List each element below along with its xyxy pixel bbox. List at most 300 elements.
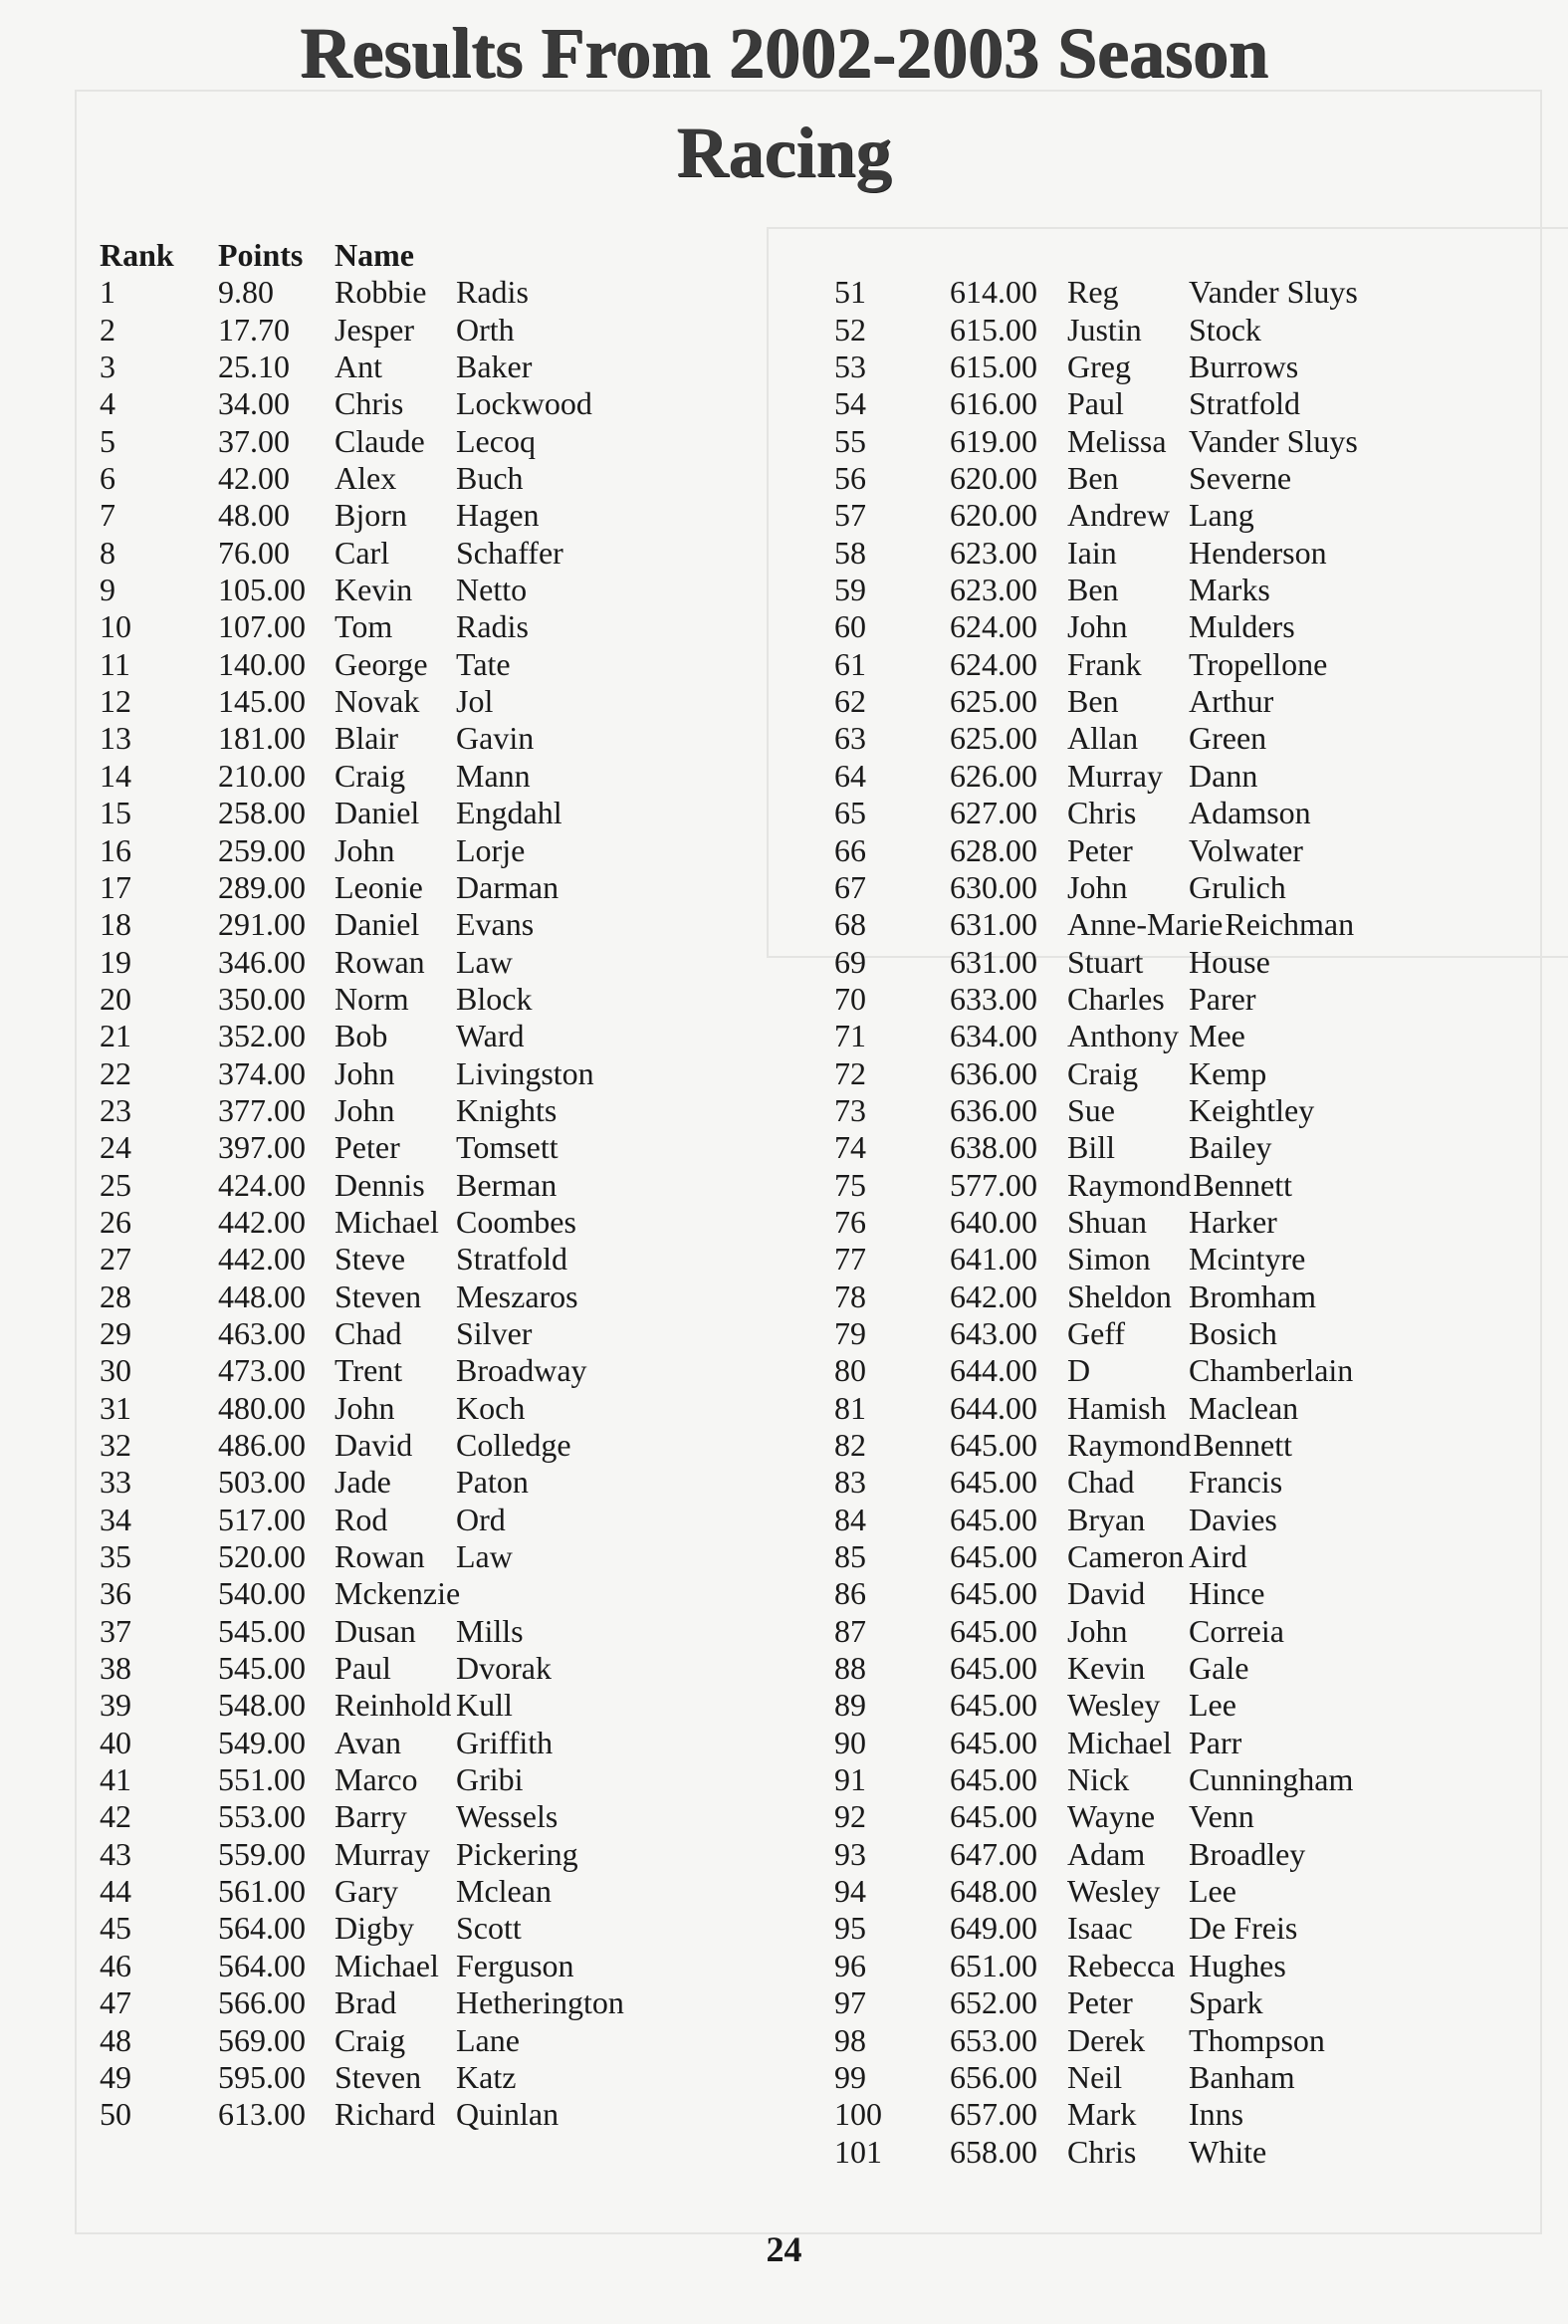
first-name-cell: Stuart bbox=[1067, 943, 1144, 980]
first-name-cell: George bbox=[335, 645, 428, 682]
first-name-cell: Gary bbox=[335, 1873, 398, 1910]
result-row bbox=[834, 758, 1358, 795]
first-name-cell: Geff bbox=[1067, 1314, 1126, 1351]
result-row bbox=[100, 1390, 624, 1427]
result-row bbox=[100, 1538, 624, 1575]
result-row bbox=[100, 1910, 624, 1947]
rank-cell: 21 bbox=[100, 1018, 131, 1054]
rank-cell: 68 bbox=[834, 906, 866, 943]
rank-cell: 23 bbox=[100, 1091, 131, 1128]
points-cell: 645.00 bbox=[950, 1464, 1037, 1501]
rank-cell: 3 bbox=[100, 349, 115, 385]
rank-cell: 96 bbox=[834, 1947, 866, 1983]
points-cell: 643.00 bbox=[950, 1314, 1037, 1351]
first-name-cell: Dennis bbox=[335, 1166, 425, 1203]
points-cell: 634.00 bbox=[950, 1018, 1037, 1054]
rank-cell: 29 bbox=[100, 1314, 131, 1351]
last-name-cell: Spark bbox=[1189, 1984, 1263, 2021]
rank-cell: 9 bbox=[100, 572, 115, 608]
result-row bbox=[100, 869, 624, 906]
rank-cell: 79 bbox=[834, 1314, 866, 1351]
last-name-cell: Ward bbox=[456, 1018, 525, 1054]
first-name-cell: Digby bbox=[335, 1910, 414, 1947]
points-cell: 291.00 bbox=[218, 906, 306, 943]
first-name-cell: John bbox=[335, 1389, 395, 1426]
result-row bbox=[834, 1167, 1358, 1204]
points-cell: 623.00 bbox=[950, 534, 1037, 571]
last-name-cell: Gale bbox=[1189, 1650, 1249, 1687]
points-cell: 377.00 bbox=[218, 1091, 306, 1128]
first-name-cell: Justin bbox=[1067, 311, 1142, 348]
rank-cell: 19 bbox=[100, 943, 131, 980]
rank-cell: 26 bbox=[100, 1203, 131, 1240]
last-name-cell: Parr bbox=[1189, 1724, 1242, 1760]
points-cell: 145.00 bbox=[218, 683, 306, 720]
points-cell: 569.00 bbox=[218, 2021, 306, 2058]
first-name-cell: Leonie bbox=[335, 868, 423, 905]
rank-cell: 59 bbox=[834, 572, 866, 608]
rank-cell: 10 bbox=[100, 608, 131, 645]
result-row bbox=[100, 1984, 624, 2021]
last-name-cell: Tropellone bbox=[1189, 645, 1328, 682]
rank-cell: 82 bbox=[834, 1427, 866, 1463]
points-cell: 350.00 bbox=[218, 980, 306, 1017]
last-name-cell: Koch bbox=[456, 1389, 526, 1426]
first-name-cell: Claude bbox=[335, 422, 425, 459]
rank-cell: 92 bbox=[834, 1798, 866, 1835]
first-name-cell: Jade bbox=[335, 1464, 391, 1501]
result-row bbox=[834, 312, 1358, 349]
first-name-cell: Hamish bbox=[1067, 1389, 1167, 1426]
last-name-cell: Aird bbox=[1189, 1538, 1247, 1575]
first-name-cell: Anthony bbox=[1067, 1018, 1179, 1054]
first-name-cell: Steven bbox=[335, 2058, 422, 2095]
last-name-cell: Stratfold bbox=[1189, 385, 1300, 422]
rank-cell: 72 bbox=[834, 1054, 866, 1091]
result-row bbox=[834, 535, 1358, 572]
last-name-cell: Radis bbox=[456, 274, 529, 311]
last-name-cell: Law bbox=[456, 1538, 513, 1575]
rank-cell: 7 bbox=[100, 497, 115, 534]
last-name-cell: Hince bbox=[1189, 1575, 1265, 1612]
first-name-cell: John bbox=[335, 1091, 395, 1128]
last-name-cell: Bailey bbox=[1189, 1129, 1272, 1166]
first-name-cell: Rod bbox=[335, 1501, 388, 1537]
rank-cell: 95 bbox=[834, 1910, 866, 1947]
last-name-cell: Berman bbox=[456, 1166, 558, 1203]
points-cell: 630.00 bbox=[950, 868, 1037, 905]
last-name-cell: Lecoq bbox=[456, 422, 536, 459]
first-name-cell: Barry bbox=[335, 1798, 407, 1835]
points-cell: 624.00 bbox=[950, 608, 1037, 645]
points-cell: 647.00 bbox=[950, 1835, 1037, 1872]
rank-cell: 33 bbox=[100, 1464, 131, 1501]
first-name-cell: Frank bbox=[1067, 645, 1142, 682]
last-name-cell: Grulich bbox=[1189, 868, 1286, 905]
rank-cell: 94 bbox=[834, 1873, 866, 1910]
last-name-cell: Adamson bbox=[1189, 795, 1311, 831]
rank-cell: 89 bbox=[834, 1687, 866, 1724]
points-cell: 34.00 bbox=[218, 385, 290, 422]
first-name-cell: Ben bbox=[1067, 683, 1119, 720]
rank-cell: 61 bbox=[834, 645, 866, 682]
result-row bbox=[100, 646, 624, 683]
rank-cell: 73 bbox=[834, 1091, 866, 1128]
rank-cell: 28 bbox=[100, 1278, 131, 1314]
points-cell: 258.00 bbox=[218, 795, 306, 831]
points-cell: 463.00 bbox=[218, 1314, 306, 1351]
points-cell: 517.00 bbox=[218, 1501, 306, 1537]
points-cell: 520.00 bbox=[218, 1538, 306, 1575]
result-row bbox=[100, 1241, 624, 1278]
result-row bbox=[100, 1055, 624, 1092]
result-row bbox=[100, 2059, 624, 2096]
points-cell: 658.00 bbox=[950, 2133, 1037, 2170]
rank-cell: 16 bbox=[100, 831, 131, 868]
result-row bbox=[834, 423, 1358, 460]
result-row bbox=[834, 2096, 1358, 2133]
first-name-cell: Craig bbox=[335, 757, 406, 794]
first-name-cell: Steve bbox=[335, 1241, 406, 1278]
first-name-cell: Craig bbox=[335, 2021, 406, 2058]
result-row bbox=[834, 1464, 1358, 1501]
first-name-cell: Sheldon bbox=[1067, 1278, 1172, 1314]
rank-cell: 62 bbox=[834, 683, 866, 720]
last-name-cell: Katz bbox=[456, 2058, 517, 2095]
points-cell: 551.00 bbox=[218, 1761, 306, 1798]
last-name-cell: Harker bbox=[1189, 1203, 1277, 1240]
last-name-cell: Francis bbox=[1189, 1464, 1283, 1501]
result-row bbox=[100, 1761, 624, 1798]
result-row bbox=[100, 981, 624, 1018]
points-cell: 620.00 bbox=[950, 497, 1037, 534]
rank-cell: 87 bbox=[834, 1612, 866, 1649]
last-name-cell: Hagen bbox=[456, 497, 540, 534]
result-row bbox=[834, 981, 1358, 1018]
result-row bbox=[100, 1018, 624, 1054]
last-name-cell: Bennett bbox=[1193, 1166, 1292, 1203]
first-name-cell: Rowan bbox=[335, 1538, 425, 1575]
points-cell: 615.00 bbox=[950, 349, 1037, 385]
first-name-cell: Tom bbox=[335, 608, 393, 645]
points-cell: 561.00 bbox=[218, 1873, 306, 1910]
first-name-cell: Charles bbox=[1067, 980, 1165, 1017]
result-row bbox=[834, 1613, 1358, 1650]
rank-cell: 11 bbox=[100, 645, 130, 682]
points-cell: 651.00 bbox=[950, 1947, 1037, 1983]
points-cell: 540.00 bbox=[218, 1575, 306, 1612]
result-row bbox=[834, 869, 1358, 906]
rank-cell: 78 bbox=[834, 1278, 866, 1314]
result-row bbox=[100, 1427, 624, 1464]
rank-cell: 101 bbox=[834, 2133, 882, 2170]
last-name-cell: House bbox=[1189, 943, 1270, 980]
first-name-cell: Nick bbox=[1067, 1761, 1130, 1798]
rank-cell: 55 bbox=[834, 422, 866, 459]
points-cell: 553.00 bbox=[218, 1798, 306, 1835]
last-name-cell: Lorje bbox=[456, 831, 526, 868]
rank-cell: 37 bbox=[100, 1612, 131, 1649]
points-cell: 48.00 bbox=[218, 497, 290, 534]
last-name-cell: Griffith bbox=[456, 1724, 554, 1760]
last-name-cell: Kemp bbox=[1189, 1054, 1267, 1091]
first-name-cell: David bbox=[1067, 1575, 1146, 1612]
points-cell: 645.00 bbox=[950, 1798, 1037, 1835]
rank-cell: 30 bbox=[100, 1352, 131, 1389]
result-row bbox=[834, 274, 1358, 311]
first-name-cell: Bryan bbox=[1067, 1501, 1146, 1537]
last-name-cell: Venn bbox=[1189, 1798, 1254, 1835]
rank-cell: 58 bbox=[834, 534, 866, 571]
first-name-cell: Brad bbox=[335, 1984, 397, 2021]
last-name-cell: Mclean bbox=[456, 1873, 552, 1910]
points-cell: 448.00 bbox=[218, 1278, 306, 1314]
first-name-cell: Neil bbox=[1067, 2058, 1123, 2095]
result-row bbox=[834, 1910, 1358, 1947]
first-name-cell: Daniel bbox=[335, 906, 420, 943]
last-name-cell: Correia bbox=[1189, 1612, 1284, 1649]
last-name-cell: Davies bbox=[1189, 1501, 1277, 1537]
rank-cell: 60 bbox=[834, 608, 866, 645]
rank-cell: 90 bbox=[834, 1724, 866, 1760]
points-cell: 76.00 bbox=[218, 534, 290, 571]
last-name-cell: Coombes bbox=[456, 1203, 576, 1240]
rank-cell: 32 bbox=[100, 1427, 131, 1463]
rank-cell: 76 bbox=[834, 1203, 866, 1240]
last-name-cell: Hetherington bbox=[456, 1984, 624, 2021]
result-row bbox=[834, 1092, 1358, 1129]
last-name-cell: Lane bbox=[456, 2021, 520, 2058]
result-row bbox=[834, 1538, 1358, 1575]
result-row bbox=[100, 683, 624, 720]
first-name-cell: Sue bbox=[1067, 1091, 1115, 1128]
points-cell: 627.00 bbox=[950, 795, 1037, 831]
first-name-cell: Ben bbox=[1067, 572, 1119, 608]
points-cell: 346.00 bbox=[218, 943, 306, 980]
points-cell: 442.00 bbox=[218, 1203, 306, 1240]
rank-cell: 86 bbox=[834, 1575, 866, 1612]
last-name-cell: Mulders bbox=[1189, 608, 1295, 645]
rank-cell: 41 bbox=[100, 1761, 131, 1798]
result-row bbox=[100, 572, 624, 608]
last-name-cell: Tomsett bbox=[456, 1129, 559, 1166]
last-name-cell: Evans bbox=[456, 906, 535, 943]
result-row bbox=[100, 1687, 624, 1724]
rank-cell: 80 bbox=[834, 1352, 866, 1389]
last-name-cell: Vander Sluys bbox=[1189, 274, 1358, 311]
rank-cell: 4 bbox=[100, 385, 115, 422]
points-cell: 619.00 bbox=[950, 422, 1037, 459]
result-row bbox=[100, 944, 624, 981]
points-cell: 645.00 bbox=[950, 1724, 1037, 1760]
first-name-cell: Chris bbox=[1067, 2133, 1137, 2170]
result-row bbox=[834, 795, 1358, 831]
points-cell: 210.00 bbox=[218, 757, 306, 794]
points-cell: 624.00 bbox=[950, 645, 1037, 682]
points-cell: 615.00 bbox=[950, 311, 1037, 348]
result-row bbox=[100, 758, 624, 795]
last-name-cell: Bosich bbox=[1189, 1314, 1277, 1351]
points-cell: 628.00 bbox=[950, 831, 1037, 868]
points-cell: 623.00 bbox=[950, 572, 1037, 608]
first-name-cell: Kevin bbox=[1067, 1650, 1146, 1687]
points-cell: 656.00 bbox=[950, 2058, 1037, 2095]
rank-cell: 8 bbox=[100, 534, 115, 571]
points-cell: 636.00 bbox=[950, 1091, 1037, 1128]
last-name-cell: Banham bbox=[1189, 2058, 1295, 2095]
rank-cell: 93 bbox=[834, 1835, 866, 1872]
first-name-cell: Chris bbox=[1067, 795, 1137, 831]
header-rank: Rank bbox=[100, 237, 174, 273]
last-name-cell: Gavin bbox=[456, 720, 535, 757]
first-name-cell: Peter bbox=[1067, 831, 1133, 868]
rank-cell: 20 bbox=[100, 980, 131, 1017]
last-name-cell: Tate bbox=[456, 645, 511, 682]
rank-cell: 85 bbox=[834, 1538, 866, 1575]
points-cell: 645.00 bbox=[950, 1650, 1037, 1687]
last-name-cell: Mann bbox=[456, 757, 531, 794]
result-row bbox=[834, 1278, 1358, 1315]
points-cell: 397.00 bbox=[218, 1129, 306, 1166]
first-name-cell: Michael bbox=[335, 1203, 439, 1240]
result-row bbox=[834, 1129, 1358, 1166]
result-row bbox=[100, 1836, 624, 1873]
points-cell: 566.00 bbox=[218, 1984, 306, 2021]
header-name: Name bbox=[335, 237, 414, 273]
result-row bbox=[100, 1798, 624, 1835]
last-name-cell: Quinlan bbox=[456, 2096, 560, 2133]
result-row bbox=[834, 1650, 1358, 1687]
rank-cell: 1 bbox=[100, 274, 115, 311]
first-name-cell: Adam bbox=[1067, 1835, 1146, 1872]
points-cell: 633.00 bbox=[950, 980, 1037, 1017]
result-row bbox=[100, 1167, 624, 1204]
first-name-cell: Rowan bbox=[335, 943, 425, 980]
last-name-cell: Thompson bbox=[1189, 2021, 1325, 2058]
result-row bbox=[834, 2134, 1358, 2171]
first-name-cell: David bbox=[335, 1427, 413, 1463]
last-name-cell: Colledge bbox=[456, 1427, 571, 1463]
rank-cell: 31 bbox=[100, 1389, 131, 1426]
last-name-cell: Bennett bbox=[1193, 1427, 1292, 1463]
points-cell: 657.00 bbox=[950, 2096, 1037, 2133]
rank-cell: 25 bbox=[100, 1166, 131, 1203]
points-cell: 503.00 bbox=[218, 1464, 306, 1501]
last-name-cell: Parer bbox=[1189, 980, 1256, 1017]
rank-cell: 48 bbox=[100, 2021, 131, 2058]
first-name-cell: Wayne bbox=[1067, 1798, 1156, 1835]
rank-cell: 75 bbox=[834, 1166, 866, 1203]
points-cell: 645.00 bbox=[950, 1687, 1037, 1724]
rank-cell: 98 bbox=[834, 2021, 866, 2058]
last-name-cell: Paton bbox=[456, 1464, 529, 1501]
first-name-cell: Blair bbox=[335, 720, 398, 757]
points-cell: 620.00 bbox=[950, 460, 1037, 497]
points-cell: 645.00 bbox=[950, 1538, 1037, 1575]
last-name-cell: Maclean bbox=[1189, 1389, 1299, 1426]
rank-cell: 54 bbox=[834, 385, 866, 422]
last-name-cell: Stratfold bbox=[456, 1241, 567, 1278]
rank-cell: 77 bbox=[834, 1241, 866, 1278]
result-row bbox=[100, 460, 624, 497]
points-cell: 642.00 bbox=[950, 1278, 1037, 1314]
result-row bbox=[834, 1427, 1358, 1464]
result-row bbox=[100, 423, 624, 460]
result-row bbox=[100, 1948, 624, 1984]
first-name-cell: Wesley bbox=[1067, 1687, 1161, 1724]
points-cell: 105.00 bbox=[218, 572, 306, 608]
result-row bbox=[834, 1761, 1358, 1798]
last-name-cell: Hughes bbox=[1189, 1947, 1286, 1983]
points-cell: 352.00 bbox=[218, 1018, 306, 1054]
first-name-cell: Wesley bbox=[1067, 1873, 1161, 1910]
result-row bbox=[100, 349, 624, 385]
points-cell: 645.00 bbox=[950, 1575, 1037, 1612]
result-row bbox=[834, 2022, 1358, 2059]
result-row bbox=[834, 385, 1358, 422]
last-name-cell: Reichman bbox=[1225, 906, 1355, 943]
result-row bbox=[834, 460, 1358, 497]
first-name-cell: Richard bbox=[335, 2096, 436, 2133]
points-cell: 641.00 bbox=[950, 1241, 1037, 1278]
result-row bbox=[834, 1204, 1358, 1241]
last-name-cell: Arthur bbox=[1189, 683, 1274, 720]
result-row bbox=[834, 608, 1358, 645]
points-cell: 638.00 bbox=[950, 1129, 1037, 1166]
rank-cell: 63 bbox=[834, 720, 866, 757]
first-name-cell: Bob bbox=[335, 1018, 388, 1054]
last-name-cell: Stock bbox=[1189, 311, 1261, 348]
points-cell: 595.00 bbox=[218, 2058, 306, 2095]
first-name-cell: John bbox=[1067, 1612, 1128, 1649]
rank-cell: 53 bbox=[834, 349, 866, 385]
result-row bbox=[834, 646, 1358, 683]
first-name-cell: Murray bbox=[1067, 757, 1163, 794]
points-cell: 374.00 bbox=[218, 1054, 306, 1091]
first-name-cell: Chad bbox=[335, 1314, 402, 1351]
first-name-cell: Peter bbox=[1067, 1984, 1133, 2021]
points-cell: 636.00 bbox=[950, 1054, 1037, 1091]
rank-cell: 38 bbox=[100, 1650, 131, 1687]
last-name-cell: Dvorak bbox=[456, 1650, 552, 1687]
points-cell: 549.00 bbox=[218, 1724, 306, 1760]
result-row bbox=[100, 497, 624, 534]
first-name-cell: Isaac bbox=[1067, 1910, 1133, 1947]
result-row bbox=[834, 349, 1358, 385]
first-name-cell: Simon bbox=[1067, 1241, 1151, 1278]
last-name-cell: Pickering bbox=[456, 1835, 578, 1872]
points-cell: 645.00 bbox=[950, 1427, 1037, 1463]
first-name-cell: Anne-Marie bbox=[1067, 906, 1224, 943]
rank-cell: 24 bbox=[100, 1129, 131, 1166]
first-name-cell: Cameron bbox=[1067, 1538, 1185, 1575]
points-cell: 37.00 bbox=[218, 422, 290, 459]
last-name-cell: Gribi bbox=[456, 1761, 524, 1798]
result-row bbox=[100, 1464, 624, 1501]
first-name-cell: Paul bbox=[335, 1650, 391, 1687]
first-name-cell: Bjorn bbox=[335, 497, 407, 534]
rank-cell: 42 bbox=[100, 1798, 131, 1835]
last-name-cell: Marks bbox=[1189, 572, 1270, 608]
first-name-cell: Ant bbox=[335, 349, 382, 385]
rank-cell: 69 bbox=[834, 943, 866, 980]
points-cell: 653.00 bbox=[950, 2021, 1037, 2058]
points-cell: 625.00 bbox=[950, 720, 1037, 757]
points-cell: 577.00 bbox=[950, 1166, 1037, 1203]
result-row bbox=[834, 720, 1358, 757]
result-row bbox=[100, 1129, 624, 1166]
result-row bbox=[100, 795, 624, 831]
